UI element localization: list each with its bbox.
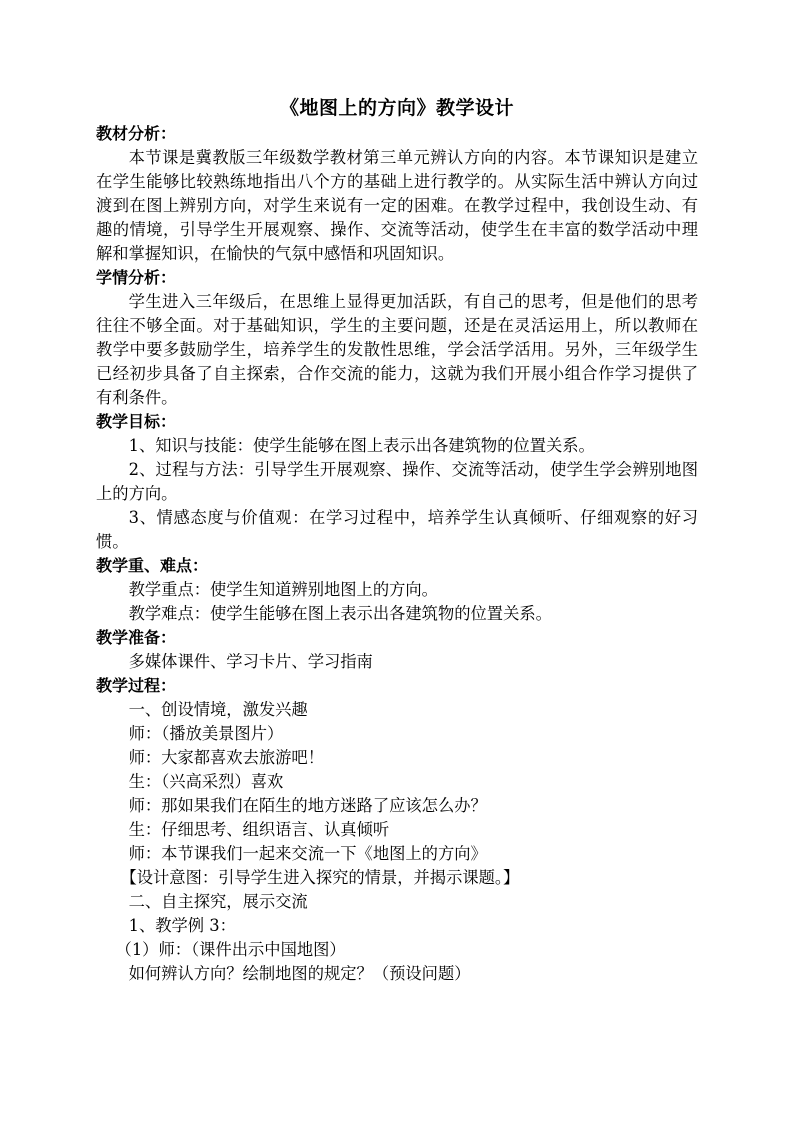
section-key-points xyxy=(96,554,698,626)
process-line: 生：（兴高采烈）喜欢 xyxy=(128,772,284,791)
section-materials xyxy=(96,122,698,266)
process-line: 师：本节课我们一起来交流一下《地图上的方向》 xyxy=(128,844,487,863)
process-line: 师：那如果我们在陌生的地方迷路了应该怎么办？ xyxy=(128,796,487,815)
key-point-item: 教学重点：使学生知道辨别地图上的方向。 xyxy=(128,580,438,599)
process-line: 生：仔细思考、组织语言、认真倾听 xyxy=(128,820,390,839)
section-students xyxy=(96,266,698,410)
paragraph-materials: 本节课是冀教版三年级数学教材第三单元辨认方向的内容。本节课知识是建立在学生能够比较熟练地指出八个方的基础上进行教学的。从实际生活中辨认方向过渡到在图上辨别方向，对学生来说有一定的困难。在教学过程中，我创设生动、有趣的情境，引导学生开展观察、操作、交流等活动，使学生在丰富的数学活动中理解和掌握知识，在愉快的气氛中感悟和巩固知识。 xyxy=(96,148,698,263)
key-point-item: 教学难点：使学生能够在图上表示出各建筑物的位置关系。 xyxy=(128,604,552,623)
process-line: 二、自主探究，展示交流 xyxy=(128,892,308,911)
section-heading-goals: 教学目标： xyxy=(96,412,177,431)
section-heading-materials: 教材分析： xyxy=(96,124,177,143)
section-preparation xyxy=(96,626,698,674)
process-line: 1、教学例 3： xyxy=(128,916,236,935)
section-heading-students: 学情分析： xyxy=(96,268,177,287)
section-heading-process: 教学过程： xyxy=(96,676,177,695)
process-line: 如何辨认方向？绘制地图的规定？（预设问题） xyxy=(128,964,471,983)
process-line: 一、创设情境，激发兴趣 xyxy=(128,700,308,719)
design-intent-line: 【设计意图：引导学生进入探究的情景，并揭示课题。】 xyxy=(120,868,520,887)
goal-item: 1、知识与技能：使学生能够在图上表示出各建筑物的位置关系。 xyxy=(128,436,595,455)
document-title: 《地图上的方向》教学设计 xyxy=(279,97,514,119)
section-process xyxy=(96,674,698,986)
section-goals xyxy=(96,410,698,554)
process-line: （1）师：（课件出示中国地图） xyxy=(115,940,346,959)
process-line: 师：大家都喜欢去旅游吧！ xyxy=(128,748,324,767)
goal-item: 2、过程与方法：引导学生开展观察、操作、交流等活动，使学生学会辨别地图上的方向。 xyxy=(96,460,698,503)
paragraph-students: 学生进入三年级后，在思维上显得更加活跃，有自己的思考，但是他们的思考往往不够全面。对于基础知识，学生的主要问题，还是在灵活运用上，所以教师在教学中要多鼓励学生，培养学生的发散性思维，学会活学活用。另外，三年级学生已经初步具备了自主探索，合作交流的能力，这就为我们开展小组合作学习提供了有利条件。 xyxy=(96,292,698,407)
section-heading-preparation: 教学准备： xyxy=(96,628,177,647)
process-line: 师：（播放美景图片） xyxy=(128,724,284,743)
section-heading-key-points: 教学重、难点： xyxy=(96,556,209,575)
goal-item: 3、情感态度与价值观：在学习过程中，培养学生认真倾听、仔细观察的好习惯。 xyxy=(96,508,698,551)
preparation-text: 多媒体课件、学习卡片、学习指南 xyxy=(128,652,373,671)
